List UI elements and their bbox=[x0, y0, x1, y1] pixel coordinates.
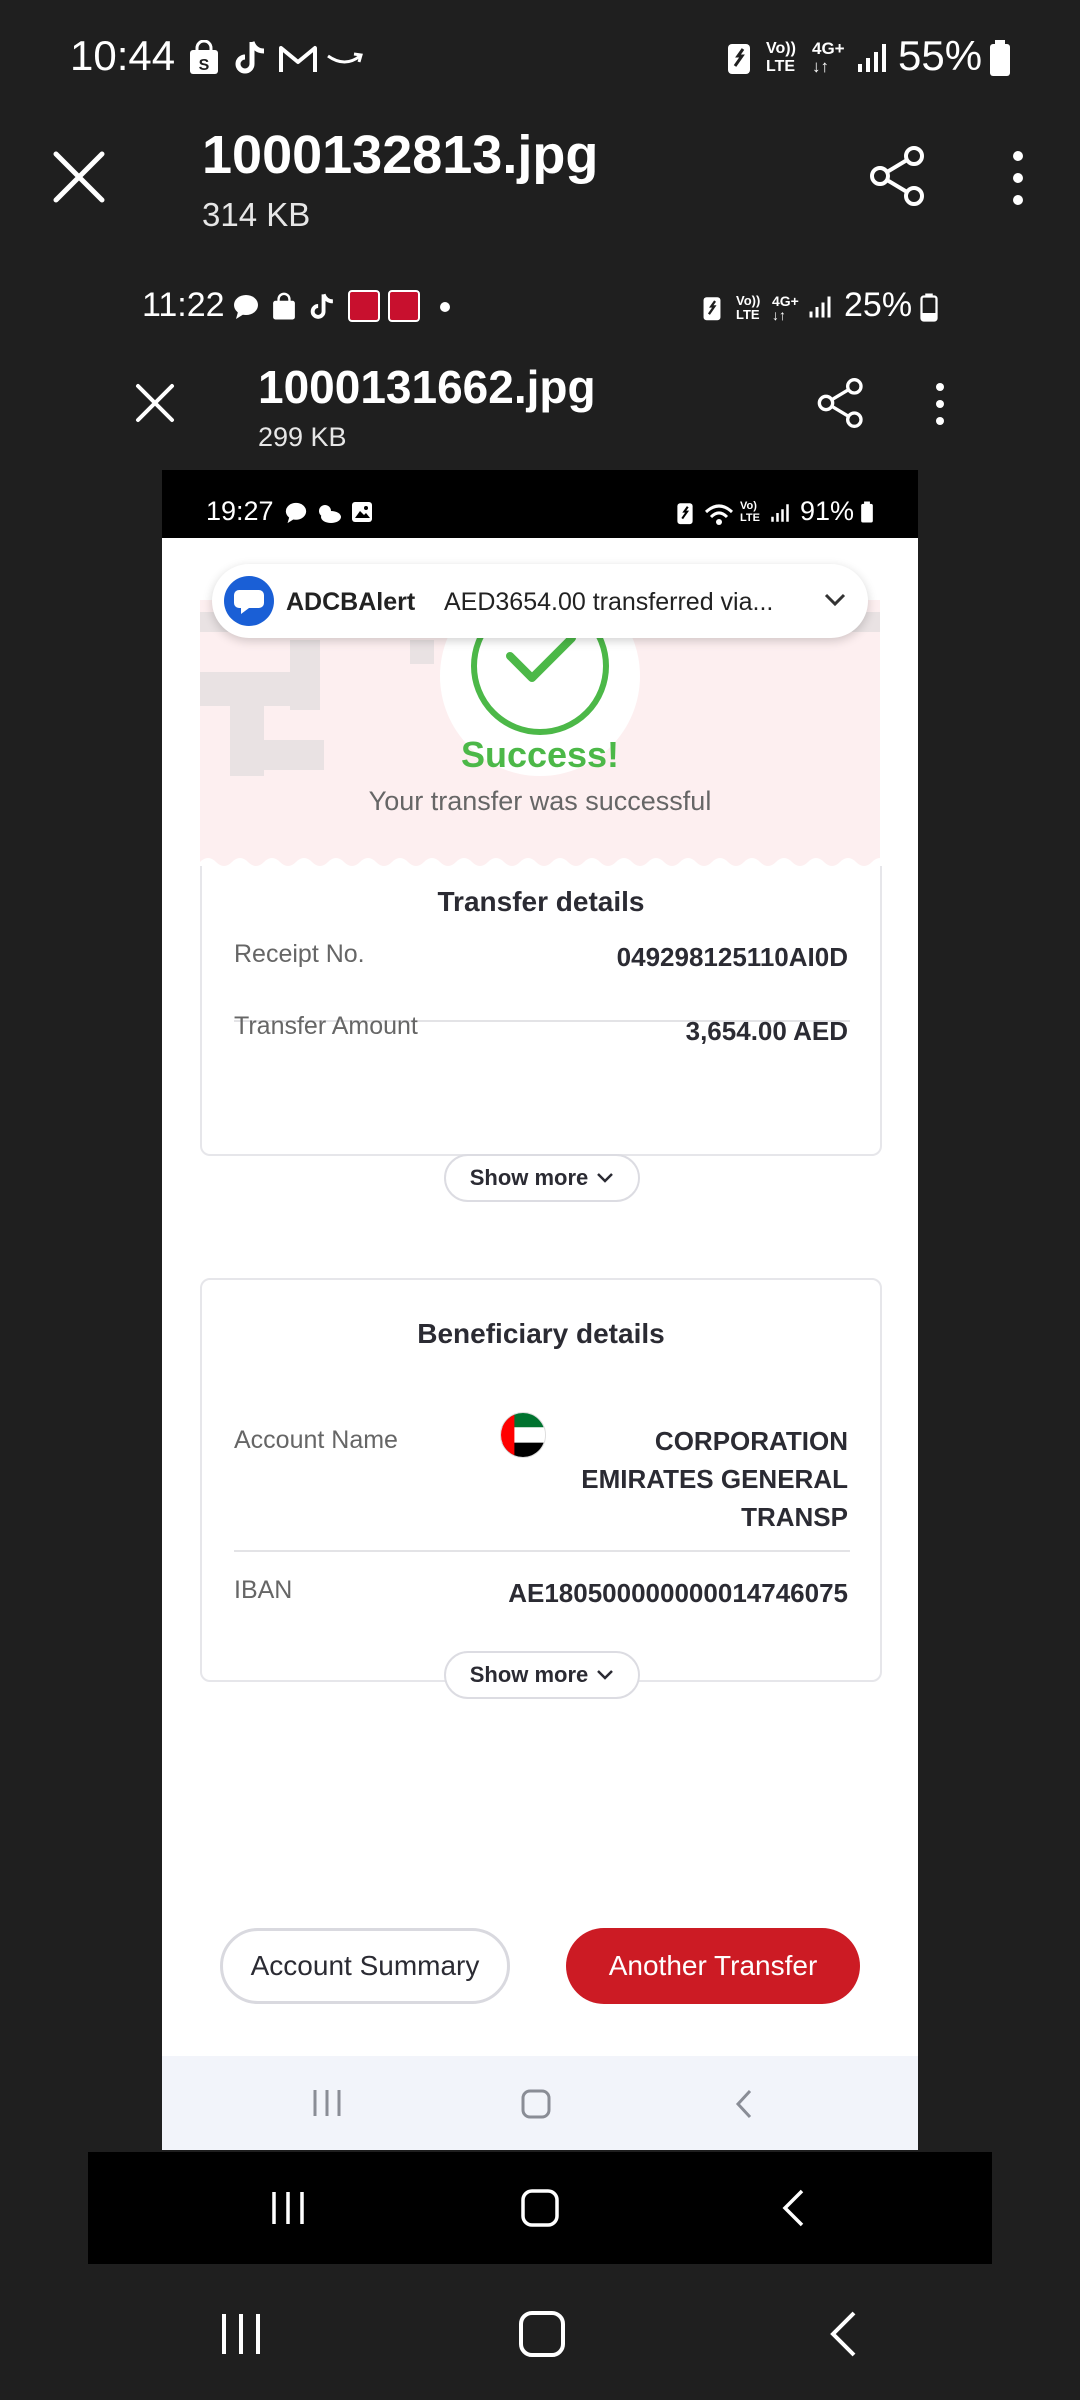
gallery-icon bbox=[350, 500, 374, 524]
account-name-line: TRANSP bbox=[741, 1502, 848, 1532]
account-name-label: Account Name bbox=[234, 1426, 398, 1454]
signal-icon bbox=[856, 42, 888, 74]
show-more-label: Show more bbox=[469, 1662, 589, 1687]
inner-status-time: 19:27 bbox=[206, 496, 274, 526]
tiktok-icon bbox=[308, 290, 336, 322]
shopping-bag-icon bbox=[270, 292, 298, 322]
wifi-icon bbox=[704, 502, 734, 526]
more-options-icon[interactable] bbox=[1000, 150, 1036, 206]
chevron-down-icon bbox=[596, 1172, 614, 1184]
share-icon[interactable] bbox=[868, 146, 928, 206]
signal-icon bbox=[770, 502, 790, 524]
inner-battery-text: 91% bbox=[800, 496, 855, 526]
transfer-amount-value: 3,654.00 AED bbox=[685, 1016, 848, 1046]
recent-apps-icon[interactable] bbox=[268, 2190, 308, 2226]
inner-status-bar bbox=[162, 470, 918, 538]
back-icon[interactable] bbox=[780, 2188, 806, 2228]
middle-file-size: 299 KB bbox=[258, 422, 347, 452]
account-summary-button[interactable]: Account Summary bbox=[220, 1928, 510, 2004]
transfer-amount-label bbox=[234, 1012, 418, 1041]
receipt-number-value: 049298125110AI0D bbox=[616, 942, 848, 972]
app-notification-icon bbox=[348, 290, 380, 322]
volte-icon: Vo)) LTE bbox=[766, 40, 796, 75]
middle-navigation-bar bbox=[88, 2152, 992, 2264]
volte-icon: Vo) LTE bbox=[740, 500, 760, 524]
svg-text:S: S bbox=[198, 57, 210, 74]
signal-icon bbox=[808, 294, 832, 320]
outer-navigation-bar bbox=[0, 2264, 1080, 2400]
success-hero bbox=[200, 600, 880, 870]
home-icon[interactable] bbox=[520, 2188, 560, 2228]
more-notifications-dot bbox=[440, 302, 450, 312]
outer-status-bar bbox=[0, 0, 1080, 118]
home-icon[interactable] bbox=[518, 2310, 566, 2358]
success-title: Success! bbox=[460, 734, 620, 775]
adcb-app-icon bbox=[224, 576, 274, 626]
battery-saver-icon bbox=[676, 500, 694, 526]
transfer-amount-label-text: Transfer Amount bbox=[234, 1012, 418, 1040]
back-icon[interactable] bbox=[828, 2310, 858, 2358]
battery-saver-icon bbox=[726, 40, 752, 76]
4g-icon: 4G+ ↓↑ bbox=[812, 39, 845, 76]
middle-battery-text: 25% bbox=[844, 286, 913, 324]
tiktok-icon bbox=[232, 38, 268, 76]
uae-flag-icon bbox=[500, 1412, 546, 1458]
battery-saver-icon bbox=[702, 294, 722, 322]
outer-file-title: 1000132813.jpg bbox=[202, 125, 599, 185]
show-more-label: Show more bbox=[469, 1165, 589, 1190]
outer-file-size: 314 KB bbox=[202, 196, 311, 233]
4g-icon: 4G+ ↓↑ bbox=[772, 293, 799, 323]
account-name-value bbox=[581, 1422, 848, 1536]
battery-icon bbox=[860, 500, 874, 524]
chat-bubble-icon bbox=[224, 576, 274, 626]
weather-icon bbox=[316, 502, 342, 524]
receipt-number-label: Receipt No. bbox=[234, 940, 365, 968]
shopping-bag-icon bbox=[186, 40, 222, 76]
account-name-line: CORPORATION bbox=[654, 1426, 848, 1456]
inner-screenshot bbox=[162, 470, 918, 2150]
close-icon[interactable] bbox=[134, 382, 176, 424]
chat-bubble-icon bbox=[284, 502, 308, 524]
chat-bubble-icon bbox=[232, 294, 260, 320]
row-divider bbox=[234, 1550, 850, 1552]
amazon-icon bbox=[326, 50, 364, 70]
back-icon[interactable] bbox=[734, 2088, 754, 2120]
success-subtitle: Your transfer was successful bbox=[368, 786, 712, 816]
app-notification-icon bbox=[388, 290, 420, 322]
middle-file-title: 1000131662.jpg bbox=[258, 361, 596, 413]
chevron-down-icon[interactable] bbox=[824, 592, 846, 608]
battery-icon bbox=[920, 292, 938, 322]
iban-value: AE180500000000014746075 bbox=[508, 1578, 848, 1608]
volte-icon: Vo)) LTE bbox=[736, 293, 761, 322]
more-options-icon[interactable] bbox=[930, 382, 950, 426]
notification-text: AED3654.00 transferred via... bbox=[444, 588, 774, 616]
transfer-details-card bbox=[200, 866, 882, 1156]
account-name-line: EMIRATES GENERAL bbox=[581, 1464, 848, 1494]
beneficiary-details-card bbox=[200, 1278, 882, 1682]
beneficiary-show-more-button[interactable] bbox=[444, 1651, 640, 1699]
close-icon[interactable] bbox=[50, 148, 108, 206]
transfer-show-more-button[interactable] bbox=[444, 1154, 640, 1202]
battery-icon bbox=[988, 38, 1012, 78]
share-icon[interactable] bbox=[816, 378, 866, 428]
transfer-details-title: Transfer details bbox=[437, 886, 645, 917]
gmail-icon bbox=[278, 44, 318, 74]
outer-battery-text: 55% bbox=[898, 32, 983, 79]
recent-apps-icon[interactable] bbox=[218, 2312, 264, 2356]
another-transfer-button[interactable]: Another Transfer bbox=[566, 1928, 860, 2004]
notification-banner[interactable] bbox=[212, 564, 868, 638]
inner-navigation-bar bbox=[162, 2056, 918, 2150]
outer-status-time: 10:44 bbox=[70, 32, 176, 79]
beneficiary-details-title: Beneficiary details bbox=[417, 1318, 665, 1349]
recent-apps-icon[interactable] bbox=[310, 2088, 344, 2118]
middle-status-time: 11:22 bbox=[142, 286, 225, 324]
home-icon[interactable] bbox=[520, 2088, 552, 2120]
iban-label: IBAN bbox=[234, 1576, 293, 1604]
notification-app-name: ADCBAlert bbox=[286, 588, 416, 616]
chevron-down-icon bbox=[596, 1669, 614, 1681]
